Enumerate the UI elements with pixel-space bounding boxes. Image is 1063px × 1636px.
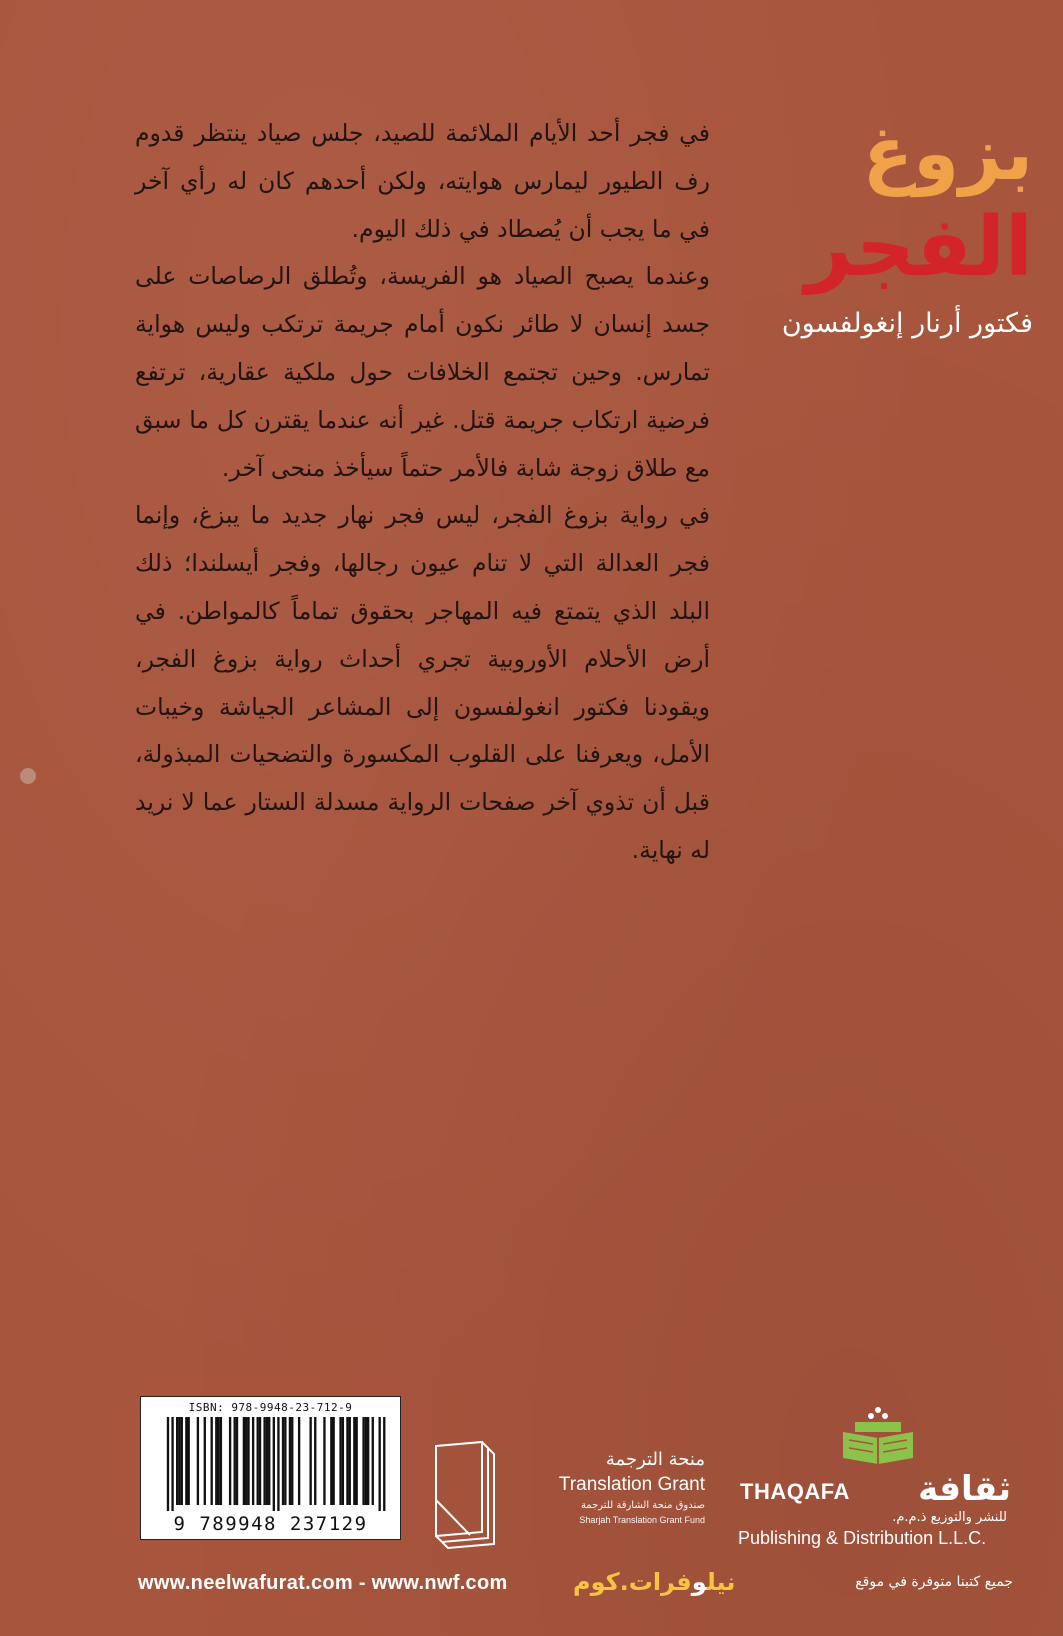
barcode-bar (298, 1417, 300, 1505)
barcode-digits: 9 789948 237129 (173, 1513, 368, 1535)
grant-text (559, 1448, 705, 1526)
barcode-bar (176, 1417, 178, 1505)
barcode-bar (332, 1417, 334, 1505)
footer-brand-part1: نيل (706, 1568, 736, 1596)
barcode-bar (181, 1417, 183, 1505)
barcode-bar (266, 1417, 268, 1505)
barcode-bar (379, 1417, 381, 1511)
book-title-line2: الفجر (804, 200, 1033, 295)
footer (138, 1568, 1013, 1602)
blurb-paragraph: في فجر أحد الأيام الملائمة للصيد، جلس صياد ينتظر قدوم رف الطيور ليمارس هوايته، ولكن أحدهم كان له رأي آخر في ما يجب أن يُصطاد في ذلك اليوم. (135, 119, 710, 243)
open-book-plant-icon (833, 1402, 923, 1466)
barcode-bar (277, 1417, 279, 1511)
grant-title-arabic: منحة الترجمة (605, 1449, 705, 1470)
barcode-bar (185, 1417, 187, 1505)
barcode-bar (282, 1417, 284, 1505)
publisher-subtitle-arabic: للنشر والتوزيع ذ.م.م. (892, 1510, 1007, 1525)
blurb-text (135, 110, 710, 875)
barcode-bar (263, 1417, 265, 1505)
publisher-subtitle-english: Publishing & Distribution L.L.C. (738, 1528, 987, 1548)
barcode-bar (284, 1417, 286, 1505)
barcode-bar (268, 1417, 270, 1505)
barcode-bar (259, 1417, 261, 1505)
footer-brand (573, 1568, 735, 1596)
footer-urls[interactable]: www.neelwafurat.com - www.nwf.com (138, 1572, 508, 1594)
print-speck (20, 768, 36, 784)
footer-brand-part3: فرات.كوم (573, 1568, 692, 1596)
grant-fund-english: Sharjah Translation Grant Fund (579, 1515, 705, 1525)
brand-arabic: ثقافة (918, 1469, 1011, 1509)
barcode-bar (220, 1417, 222, 1505)
barcode-bar (314, 1417, 316, 1505)
barcode-bar (188, 1417, 190, 1505)
barcode-bar (178, 1417, 180, 1505)
barcode-bar (234, 1417, 236, 1505)
book-outline-icon (430, 1440, 505, 1552)
barcode-bar (217, 1417, 219, 1505)
barcode-bar (367, 1417, 369, 1505)
footer-note: جميع كتبنا متوفرة في موقع (855, 1574, 1013, 1590)
barcode-bar (245, 1417, 247, 1505)
barcode-bar (323, 1417, 325, 1505)
barcode-bars (153, 1417, 390, 1511)
brand-latin: THAQAFA (740, 1479, 850, 1504)
barcode-bar (339, 1417, 341, 1505)
book-title-line1: بزوغ (862, 111, 1033, 197)
barcode-bar (257, 1417, 259, 1505)
barcode-bar (291, 1417, 293, 1505)
barcode-bar (330, 1417, 332, 1505)
barcode-bar (273, 1417, 275, 1511)
barcode-bar (353, 1417, 355, 1505)
barcode-bar (372, 1417, 374, 1505)
barcode-bar (171, 1417, 173, 1511)
barcode-bar (215, 1417, 217, 1505)
publisher-brand (738, 1467, 1013, 1511)
barcode-bar (247, 1417, 249, 1505)
barcode-bar (362, 1417, 364, 1505)
barcode-bar (346, 1417, 348, 1505)
barcode-bar (167, 1417, 169, 1511)
barcode-bar (365, 1417, 367, 1505)
barcode-bar (383, 1417, 385, 1511)
isbn-label: ISBN: 978-9948-23-712-9 (188, 1401, 353, 1414)
barcode-bar (243, 1417, 245, 1505)
barcode (140, 1396, 401, 1540)
barcode-bar (204, 1417, 206, 1505)
barcode-bar (236, 1417, 238, 1505)
barcode-bar (197, 1417, 199, 1505)
publisher-logo (738, 1402, 1013, 1552)
barcode-bar (289, 1417, 291, 1505)
blurb-paragraph: وعندما يصبح الصياد هو الفريسة، وتُطلق الرصاصات على جسد إنسان لا طائر نكون أمام جريمة ترتكب وليس هواية تمارس. وحين تجتمع الخلافات حول ملكية عقارية، ترتفع فرضية ارتكاب جريمة قتل. غير أنه عندما يقترن كل ما سبق مع طلاق زوجة شابة فالأمر حتماً سيأخذ منحى آخر. (135, 262, 710, 482)
translation-grant (430, 1440, 705, 1555)
barcode-bar (229, 1417, 231, 1505)
barcode-bar (342, 1417, 344, 1505)
barcode-bar (211, 1417, 213, 1505)
author-name: فكتور أرنار إنغولفسون (781, 308, 1033, 339)
blurb-paragraph: في رواية بزوغ الفجر، ليس فجر نهار جديد ما يبزغ، وإنما فجر العدالة التي لا تنام عيون رجالها، وفجر أيسلندا؛ ذلك البلد الذي يتمتع فيه المهاجر بحقوق تماماً كالمواطن. في أرض الأحلام الأوروبية تجري أحداث رواية بزوغ الفجر، ويقودنا فكتور انغولفسون إلى المشاعر الجياشة وخيبات الأمل، ويعرفنا على القلوب المكسورة والتضحيات المبذولة، قبل أن تذوي آخر صفحات الرواية مسدلة الستار عما لا نريد له نهاية. (135, 501, 710, 864)
barcode-bar (355, 1417, 357, 1505)
title-block (733, 108, 1033, 344)
grant-title-english: Translation Grant (558, 1474, 705, 1495)
barcode-bar (309, 1417, 311, 1505)
barcode-bar (349, 1417, 351, 1505)
grant-fund-arabic: صندوق منحة الشارقة للترجمة (580, 1500, 705, 1511)
footer-brand-part2: و (691, 1568, 707, 1596)
barcode-bar (252, 1417, 254, 1505)
